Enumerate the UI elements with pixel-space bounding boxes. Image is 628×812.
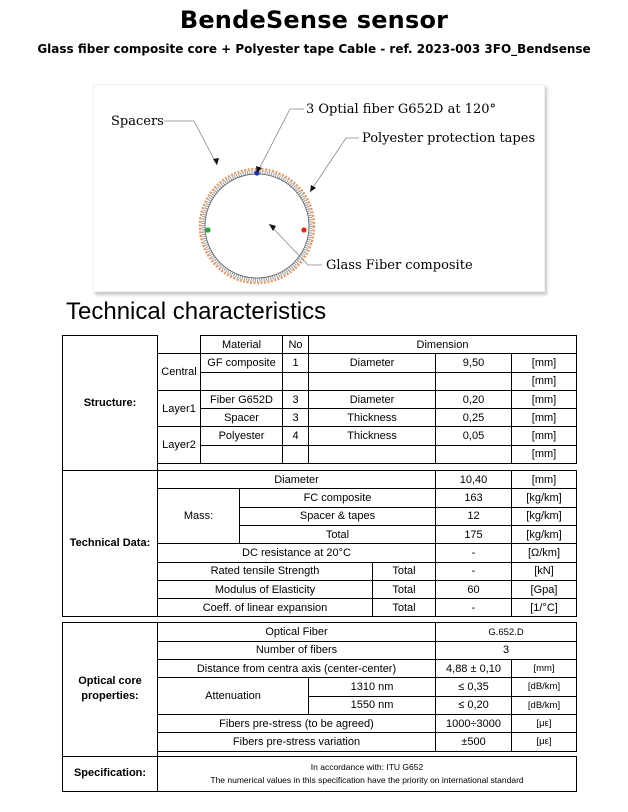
table-cell: 3	[283, 390, 309, 408]
table-cell: 3	[283, 409, 309, 427]
spacer-ring	[203, 172, 311, 280]
table-cell: [dB/km]	[512, 678, 577, 696]
table-cell: Spacer	[201, 409, 283, 427]
table-cell: [kg/km]	[512, 489, 577, 507]
polyester-tape-ring	[200, 169, 314, 283]
table-cell: Total	[373, 599, 436, 617]
table-cell: GF composite	[201, 354, 283, 372]
section-title: Technical characteristics	[66, 298, 327, 325]
table-cell	[201, 445, 283, 463]
table-cell: [mm]	[512, 409, 577, 427]
table-cell: [kg/km]	[512, 525, 577, 543]
table-cell: [mm]	[512, 354, 577, 372]
table-cell: Fibers pre-stress (to be agreed)	[158, 714, 436, 732]
optical-fiber-left	[205, 227, 210, 232]
table-cell: [dB/km]	[512, 696, 577, 714]
optical-fiber-label: 3 Optial fiber G652D at 120°	[306, 102, 497, 117]
table-cell	[283, 372, 309, 390]
table-cell: Diameter	[158, 471, 436, 489]
table-cell: Total	[373, 580, 436, 598]
table-cell	[436, 445, 512, 463]
table-cell: Rated tensile Strength	[158, 562, 373, 580]
table-row	[63, 471, 577, 489]
table-cell: 4,88 ± 0,10	[436, 660, 512, 678]
table-cell: Thickness	[309, 409, 436, 427]
table-row	[63, 623, 577, 641]
table-cell: ±500	[436, 733, 512, 751]
table-cell: [mm]	[512, 390, 577, 408]
table-cell: Number of fibers	[158, 641, 436, 659]
table-cell: [kN]	[512, 562, 577, 580]
table-cell: Diameter	[309, 354, 436, 372]
table-cell: [Gpa]	[512, 580, 577, 598]
table-cell: [1/°C]	[512, 599, 577, 617]
table-cell: 0,05	[436, 427, 512, 445]
central-label: Central	[158, 354, 201, 391]
table-cell: 1310 nm	[309, 678, 436, 696]
optical-fiber-right	[301, 227, 306, 232]
table-cell	[283, 445, 309, 463]
table-cell	[436, 372, 512, 390]
table-cell: [mm]	[512, 445, 577, 463]
table-cell: Diameter	[309, 390, 436, 408]
table-cell: [mm]	[512, 427, 577, 445]
table-cell: 175	[436, 525, 512, 543]
mass-label: Mass:	[158, 489, 240, 544]
header-material: Material	[201, 336, 283, 354]
table-cell: DC resistance at 20°C	[158, 544, 436, 562]
glass-fiber-label: Glass Fiber composite	[326, 258, 473, 273]
table-header-row	[63, 336, 577, 354]
table-cell: [kg/km]	[512, 507, 577, 525]
table-cell	[309, 445, 436, 463]
document-title: BendeSense sensor	[179, 6, 449, 34]
table-cell: [με]	[512, 714, 577, 732]
table-cell: 3	[436, 641, 577, 659]
layer2-label: Layer2	[158, 427, 201, 464]
layer1-label: Layer1	[158, 390, 201, 427]
table-cell: 1000÷3000	[436, 714, 512, 732]
table-cell: Modulus of Elasticity	[158, 580, 373, 598]
polyester-leader	[310, 138, 359, 192]
table-cell: -	[436, 599, 512, 617]
attenuation-label: Attenuation	[158, 678, 309, 715]
table-cell: -	[436, 544, 512, 562]
table-cell: -	[436, 562, 512, 580]
table-cell: [Ω/km]	[512, 544, 577, 562]
structure-label: Structure:	[63, 336, 158, 471]
optical-core-label: Optical core properties:	[63, 623, 158, 756]
table-cell: 9,50	[436, 354, 512, 372]
table-cell: Coeff. of linear expansion	[158, 599, 373, 617]
table-row	[63, 756, 577, 791]
table-cell: [με]	[512, 733, 577, 751]
table-cell: 163	[436, 489, 512, 507]
table-cell: Total	[373, 562, 436, 580]
header-no: No	[283, 336, 309, 354]
table-cell	[158, 464, 512, 471]
table-cell: Thickness	[309, 427, 436, 445]
spacers-leader	[164, 121, 217, 165]
technical-data-label: Technical Data:	[63, 471, 158, 617]
table-cell: [mm]	[512, 372, 577, 390]
table-cell: FC composite	[240, 489, 436, 507]
table-cell	[158, 336, 201, 354]
table-cell: 10,40	[436, 471, 512, 489]
table-cell	[201, 372, 283, 390]
core-outline	[205, 174, 309, 278]
table-cell: 1	[283, 354, 309, 372]
table-cell: 1550 nm	[309, 696, 436, 714]
technical-characteristics-table	[62, 335, 577, 792]
table-cell: ≤ 0,35	[436, 678, 512, 696]
table-cell: 0,25	[436, 409, 512, 427]
table-cell: Spacer & tapes	[240, 507, 436, 525]
header-dimension: Dimension	[309, 336, 577, 354]
table-cell	[309, 372, 436, 390]
table-cell: 12	[436, 507, 512, 525]
table-cell: Fiber G652D	[201, 390, 283, 408]
document-subtitle: Glass fiber composite core + Polyester tape Cable - ref. 2023-003 3FO_Bendsense	[37, 42, 591, 56]
table-cell: Total	[240, 525, 436, 543]
table-cell: ≤ 0,20	[436, 696, 512, 714]
table-cell: G.652.D	[436, 623, 577, 641]
table-cell: 4	[283, 427, 309, 445]
table-cell: [mm]	[512, 471, 577, 489]
table-cell: Polyester	[201, 427, 283, 445]
table-cell: 0,20	[436, 390, 512, 408]
specification-label: Specification:	[63, 756, 158, 791]
table-cell: Optical Fiber	[158, 623, 436, 641]
cable-cross-section-figure	[93, 84, 545, 292]
table-cell: Fibers pre-stress variation	[158, 733, 436, 751]
table-cell: Distance from centra axis (center-center)	[158, 660, 436, 678]
spacers-label: Spacers	[111, 114, 164, 129]
table-cell: [mm]	[512, 660, 577, 678]
optical-fiber-leader	[257, 109, 304, 173]
polyester-label: Polyester protection tapes	[362, 131, 536, 146]
specification-text: In accordance with: ITU G652 The numerical values in this specification have the priority on international standard	[158, 756, 577, 791]
table-cell: 60	[436, 580, 512, 598]
